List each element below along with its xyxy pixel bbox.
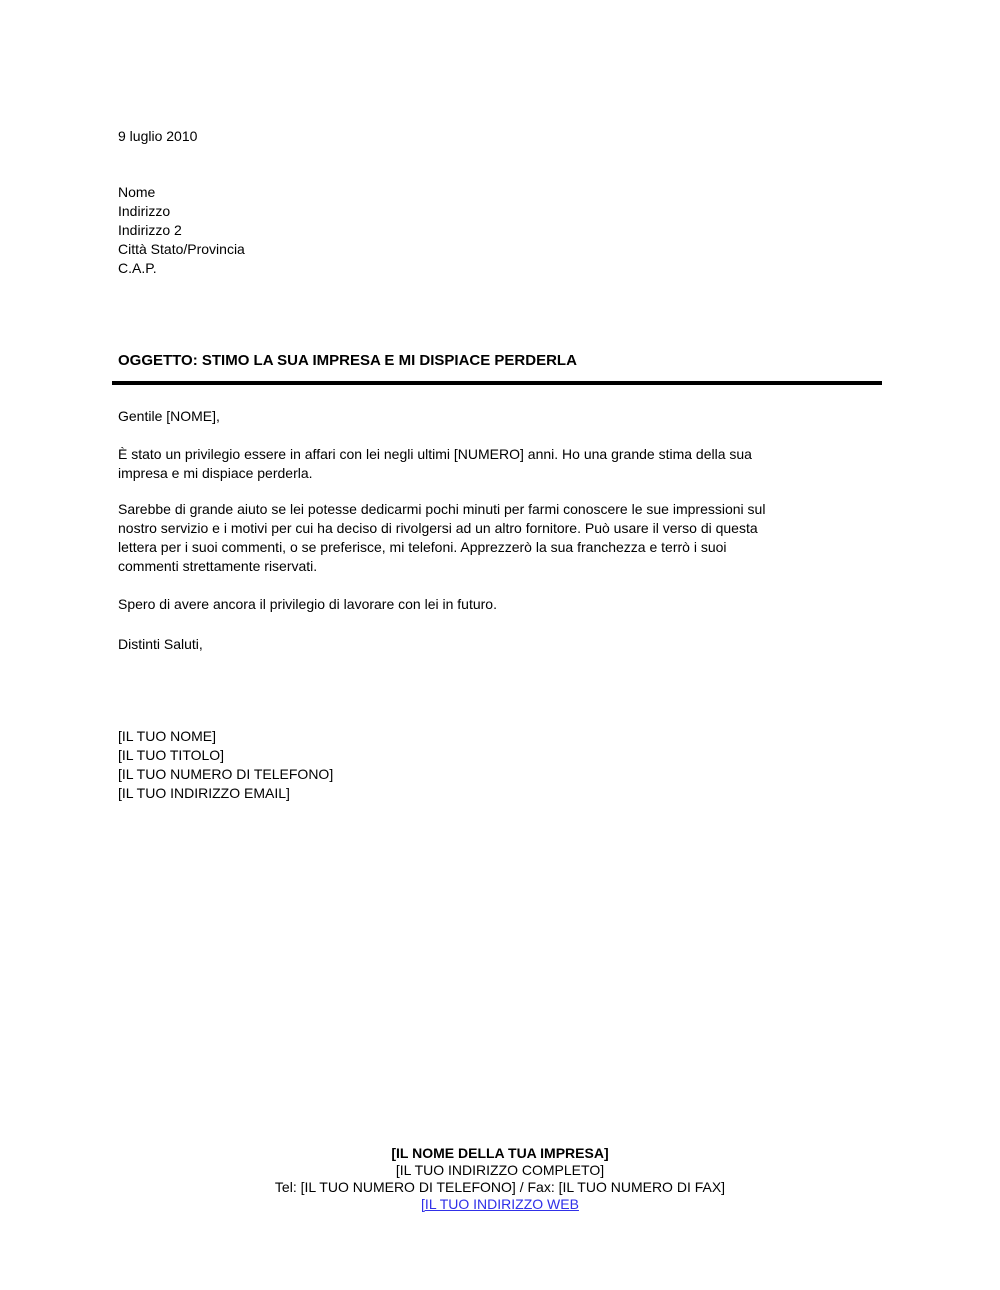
recipient-city-state: Città Stato/Provincia: [118, 241, 245, 257]
signature-title: [IL TUO TITOLO]: [118, 747, 225, 763]
signature-name: [IL TUO NOME]: [118, 728, 217, 744]
paragraph-1: [118, 445, 752, 483]
paragraph-2: [118, 500, 765, 576]
paragraph-1-line-1: È stato un privilegio essere in affari con lei negli ultimi [NUMERO] anni. Ho una grande stima della sua: [118, 446, 752, 462]
closing: Distinti Saluti,: [118, 636, 203, 652]
letter-date: 9 luglio 2010: [118, 128, 198, 144]
footer-company-name: [IL NOME DELLA TUA IMPRESA]: [391, 1145, 609, 1161]
recipient-postal-code: C.A.P.: [118, 260, 157, 276]
footer-block: [0, 1145, 1000, 1213]
signature-phone: [IL TUO NUMERO DI TELEFONO]: [118, 766, 334, 782]
signature-block: [118, 727, 333, 803]
signature-email: [IL TUO INDIRIZZO EMAIL]: [118, 785, 290, 801]
paragraph-1-line-2: impresa e mi dispiace perderla.: [118, 465, 313, 481]
recipient-address1: Indirizzo: [118, 203, 171, 219]
paragraph-3-line-1: Spero di avere ancora il privilegio di lavorare con lei in futuro.: [118, 596, 497, 612]
paragraph-2-line-4: commenti strettamente riservati.: [118, 558, 318, 574]
paragraph-3: [118, 595, 497, 614]
paragraph-2-line-2: nostro servizio e i motivi per cui ha deciso di rivolgersi ad un altro fornitore. Può usare il verso di questa: [118, 520, 758, 536]
recipient-block: [118, 183, 245, 278]
footer-tel-fax: Tel: [IL TUO NUMERO DI TELEFONO] / Fax: [IL TUO NUMERO DI FAX]: [274, 1179, 726, 1195]
paragraph-2-line-3: lettera per i suoi commenti, o se preferisce, mi telefoni. Apprezzerò la sua franchezza e terrò i suoi: [118, 539, 727, 555]
footer-web-link[interactable]: [IL TUO INDIRIZZO WEB: [421, 1196, 579, 1212]
subject-line: OGGETTO: STIMO LA SUA IMPRESA E MI DISPIACE PERDERLA: [118, 352, 577, 369]
paragraph-2-line-1: Sarebbe di grande aiuto se lei potesse dedicarmi pochi minuti per farmi conoscere le sue impressioni sul: [118, 501, 766, 517]
subject-divider-rule: [112, 381, 882, 385]
recipient-address2: Indirizzo 2: [118, 222, 182, 238]
greeting: Gentile [NOME],: [118, 408, 220, 424]
footer-company-address: [IL TUO INDIRIZZO COMPLETO]: [395, 1162, 605, 1178]
recipient-name: Nome: [118, 184, 156, 200]
